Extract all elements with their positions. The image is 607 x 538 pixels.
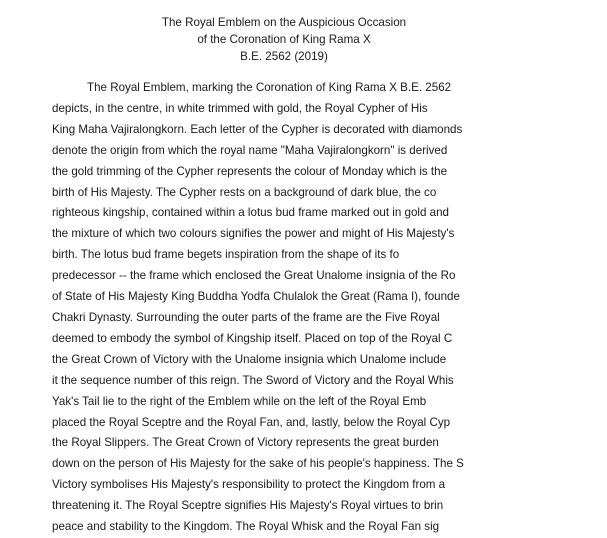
body-line: depicts, in the centre, in white trimmed with gold, the Royal Cypher of His xyxy=(52,101,428,115)
document-body xyxy=(52,78,572,538)
body-line: King Maha Vajiralongkorn. Each letter of the Cypher is decorated with diamonds xyxy=(52,122,463,136)
body-line: of State of His Majesty King Buddha Yodfa Chulalok the Great (Rama I), founde xyxy=(52,290,460,304)
body-line: the Royal Slippers. The Great Crown of Victory represents the great burden xyxy=(52,436,439,450)
body-line: birth of His Majesty. The Cypher rests on a background of dark blue, the co xyxy=(52,185,437,199)
body-line: The Royal Emblem, marking the Coronation of King Rama X B.E. 2562 xyxy=(87,81,452,94)
body-line: birth. The lotus bud frame begets inspiration from the shape of its fo xyxy=(52,248,400,262)
body-line: the gold trimming of the Cypher represents the colour of Monday which is the xyxy=(52,164,448,178)
body-line: Chakri Dynasty. Surrounding the outer parts of the frame are the Five Royal xyxy=(52,310,440,324)
body-line: the mixture of which two colours signifies the power and might of His Majesty's xyxy=(52,227,455,241)
body-line: placed the Royal Sceptre and the Royal Fan, and, lastly, below the Royal Cyp xyxy=(52,415,451,429)
title-line: of the Coronation of King Rama X xyxy=(197,33,371,46)
body-line: deemed to embody the symbol of Kingship itself. Placed on top of the Royal C xyxy=(52,331,453,345)
body-line: righteous kingship, contained within a lotus bud frame marked out in gold and xyxy=(52,206,450,220)
body-line: peace and stability to the Kingdom. The Royal Whisk and the Royal Fan sig xyxy=(52,520,440,534)
body-line: Victory symbolises His Majesty's responsibility to protect the Kingdom from a xyxy=(52,478,446,492)
document-title xyxy=(0,14,568,65)
title-line: The Royal Emblem on the Auspicious Occasion xyxy=(161,16,407,29)
title-line: B.E. 2562 (2019) xyxy=(240,50,328,63)
body-line: Yak's Tail lie to the right of the Emblem while on the left of the Royal Emb xyxy=(52,394,427,408)
body-line: predecessor -- the frame which enclosed the Great Unalome insignia of the Ro xyxy=(52,269,456,283)
body-line: it the sequence number of this reign. The Sword of Victory and the Royal Whis xyxy=(52,373,454,387)
body-line: the Great Crown of Victory with the Unalome insignia which Unalome include xyxy=(52,352,447,366)
body-line: denote the origin from which the royal name "Maha Vajiralongkorn" is derived xyxy=(52,143,448,157)
body-line: down on the person of His Majesty for the sake of his people's happiness. The S xyxy=(52,457,464,471)
body-line: threatening it. The Royal Sceptre signifies His Majesty's Royal virtues to brin xyxy=(52,499,444,513)
